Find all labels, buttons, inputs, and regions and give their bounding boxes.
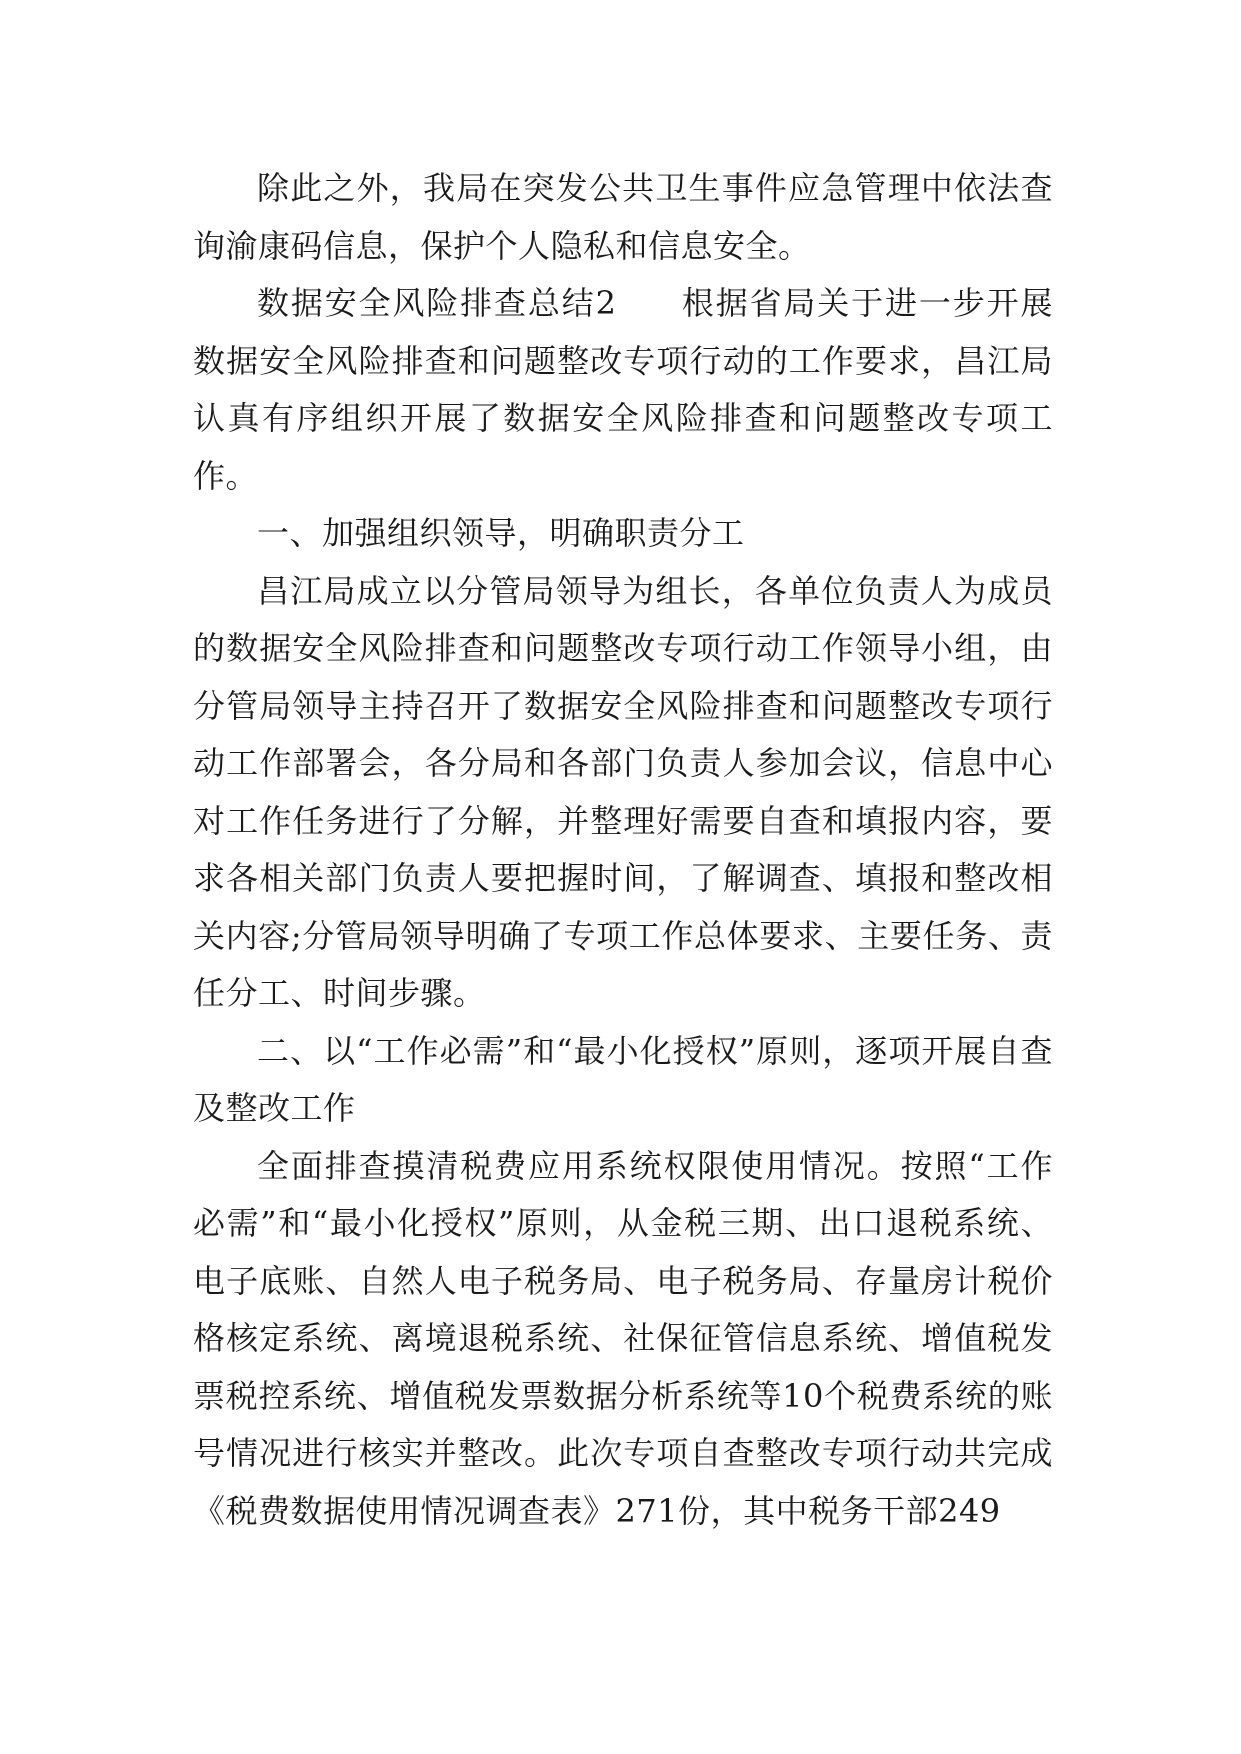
- paragraph-intro: 除此之外，我局在突发公共卫生事件应急管理中依法查询渝康码信息，保护个人隐私和信息安全。: [193, 169, 1053, 265]
- document-body: [193, 160, 1053, 1540]
- section-heading: 数据安全风险排查总结2: [257, 284, 617, 322]
- paragraph-organization: 昌江局成立以分管局领导为组长，各单位负责人为成员的数据安全风险排查和问题整改专项行动工作领导小组，由分管局领导主持召开了数据安全风险排查和问题整改专项行动工作部署会，各分局和各部门负责人参加会议，信息中心对工作任务进行了分解，并整理好需要自查和填报内容，要求各相关部门负责人要把握时间，了解调查、填报和整改相关内容;分管局领导明确了专项工作总体要求、主要任务、责任分工、时间步骤。: [193, 571, 1053, 1012]
- heading-one: 一、加强组织领导，明确职责分工: [257, 514, 745, 552]
- heading-two: 二、以“工作必需”和“最小化授权”原则，逐项开展自查及整改工作: [193, 1031, 1053, 1127]
- paragraph-self-check: 全面排查摸清税费应用系统权限使用情况。按照“工作必需”和“最小化授权”原则，从金税三期、出口退税系统、电子底账、自然人电子税务局、电子税务局、存量房计税价格核定系统、离境退税系统、社保征管信息系统、增值税发票税控系统、增值税发票数据分析系统等10个税费系统的账号情况进行核实并整改。此次专项自查整改专项行动共完成《税费数据使用情况调查表》271份，其中税务干部249: [193, 1146, 1053, 1530]
- paragraph-section-start: [193, 275, 1053, 505]
- section-intro: 根据省局关于进一步开展数据安全风险排查和问题整改专项行动的工作要求，昌江局认真有序组织开展了数据安全风险排查和问题整改专项工作。: [193, 284, 1053, 495]
